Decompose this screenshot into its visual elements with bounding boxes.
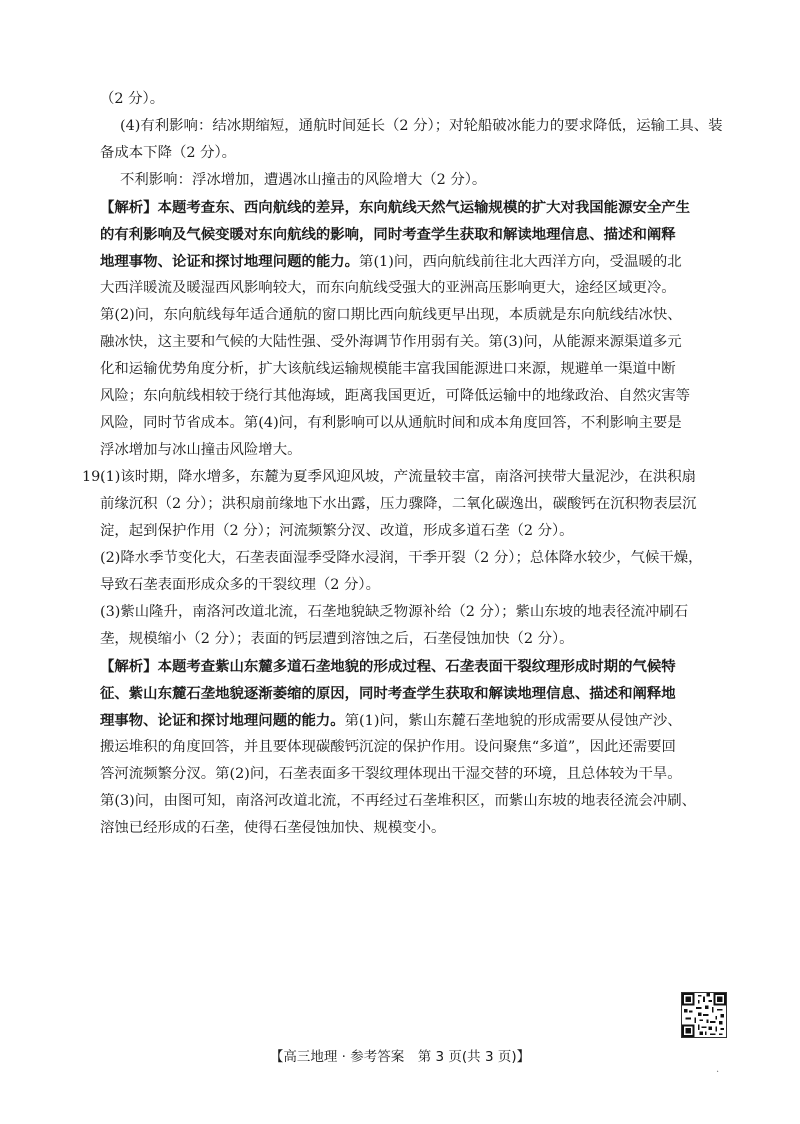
- text-line: 导致石垄表面形成众多的干裂纹理（2 分）。: [100, 577, 380, 593]
- answer-text-span: (1)该时期，降水增多，东麓为夏季风迎风坡，产流量较丰富，南洛河挟带大量泥沙，在洪积扇: [100, 469, 697, 485]
- analysis-bold: 【解析】本题考查紫山东麓多道石垄地貌的形成过程、石垄表面干裂纹理形成时期的气候特: [100, 658, 676, 675]
- text-line: 浮冰增加与冰山撞击风险增大。: [100, 442, 302, 458]
- analysis-line: [100, 653, 710, 680]
- page-footer: 【高三地理 · 参考答案 第 3 页(共 3 页)】: [269, 1049, 531, 1065]
- text-line: 风险；东向航线相较于绕行其他海域，距离我国更近，可降低运输中的地缘政治、自然灾害等: [100, 388, 691, 404]
- text-line: 风险，同时节省成本。第(4)问，有利影响可以从通航时间和成本角度回答，不利影响主要是: [100, 415, 682, 431]
- qr-code: [681, 992, 727, 1038]
- text-line: [82, 464, 710, 491]
- text-line: 化和运输优势角度分析，扩大该航线运输规模能丰富我国能源进口来源，规避单一渠道中断: [100, 361, 676, 377]
- analysis-bold: 【解析】本题考查东、西向航线的差异，东向航线天然气运输规模的扩大对我国能源安全产生: [100, 199, 691, 216]
- text-line: （2 分）。: [100, 91, 165, 107]
- text-line: 淀，起到保护作用（2 分）；河流频繁分汊、改道，形成多道石垄（2 分）。: [100, 523, 574, 539]
- text-line: 大西洋暖流及暖湿西风影响较大，而东向航线受强大的亚洲高压影响更大，途经区域更冷。: [100, 280, 676, 296]
- analysis-bold: 的有利影响及气候变暖对东向航线的影响，同时考查学生获取和解读地理信息、描述和阐释: [100, 226, 676, 243]
- analysis-line: [100, 248, 710, 275]
- text-line: 不利影响：浮冰增加，遭遇冰山撞击的风险增大（2 分）。: [120, 172, 487, 188]
- text-line: 备成本下降（2 分）。: [100, 145, 237, 161]
- analysis-line: [100, 221, 710, 248]
- text-line: 第(3)问，由图可知，南洛河改道北流，不再经过石垄堆积区，而紫山东坡的地表径流会冲刷、: [100, 793, 697, 809]
- analysis-normal: 第(1)问，紫山东麓石垄地貌的形成需要从侵蚀产沙、: [344, 713, 682, 729]
- text-line: (3)紫山隆升，南洛河改道北流，石垄地貌缺乏物源补给（2 分）；紫山东坡的地表径流冲刷石: [100, 604, 689, 620]
- analysis-line: [100, 707, 710, 734]
- text-line: 第(2)问，东向航线每年适合通航的窗口期比西向航线更早出现，本质就是东向航线结冰快、: [100, 307, 682, 323]
- analysis-line: [100, 194, 710, 221]
- analysis-bold: 征、紫山东麓石垄地貌逐渐萎缩的原因，同时考查学生获取和解读地理信息、描述和阐释地: [100, 685, 676, 702]
- question-number: 19.: [82, 469, 105, 485]
- analysis-normal: 第(1)问，西向航线前往北大西洋方向，受温暖的北: [359, 254, 682, 270]
- analysis-bold: 地理事物、论证和探讨地理问题的能力。: [100, 253, 360, 270]
- text-line: 搬运堆积的角度回答，并且要体现碳酸钙沉淀的保护作用。设问聚焦“多道”，因此还需要回: [100, 739, 676, 755]
- text-line: 溶蚀已经形成的石垄，使得石垄侵蚀加快、规模变小。: [100, 820, 446, 836]
- text-line: 答河流频繁分汊。第(2)问，石垄表面多干裂纹理体现出干湿交替的环境，且总体较为干旱。: [100, 766, 682, 782]
- corner-mark: .: [716, 1064, 720, 1075]
- text-line: 垄，规模缩小（2 分）；表面的钙层遭到溶蚀之后，石垄侵蚀加快（2 分）。: [100, 631, 574, 647]
- text-line: (2)降水季节变化大，石垄表面湿季受降水浸润，干季开裂（2 分）；总体降水较少，气候干燥，: [100, 550, 703, 566]
- analysis-bold: 理事物、论证和探讨地理问题的能力。: [100, 712, 345, 729]
- answer-text: [82, 86, 723, 842]
- text-line: 前缘沉积（2 分）；洪积扇前缘地下水出露，压力骤降，二氧化碳逸出，碳酸钙在沉积物表层沉: [100, 496, 697, 512]
- text-line: (4)有利影响：结冰期缩短，通航时间延长（2 分）；对轮船破冰能力的要求降低，运输工具、装: [120, 118, 723, 134]
- text-line: 融冰快，这主要和气候的大陆性强、受外海调节作用弱有关。第(3)问，从能源来源渠道多元: [100, 334, 682, 350]
- analysis-line: [100, 680, 710, 707]
